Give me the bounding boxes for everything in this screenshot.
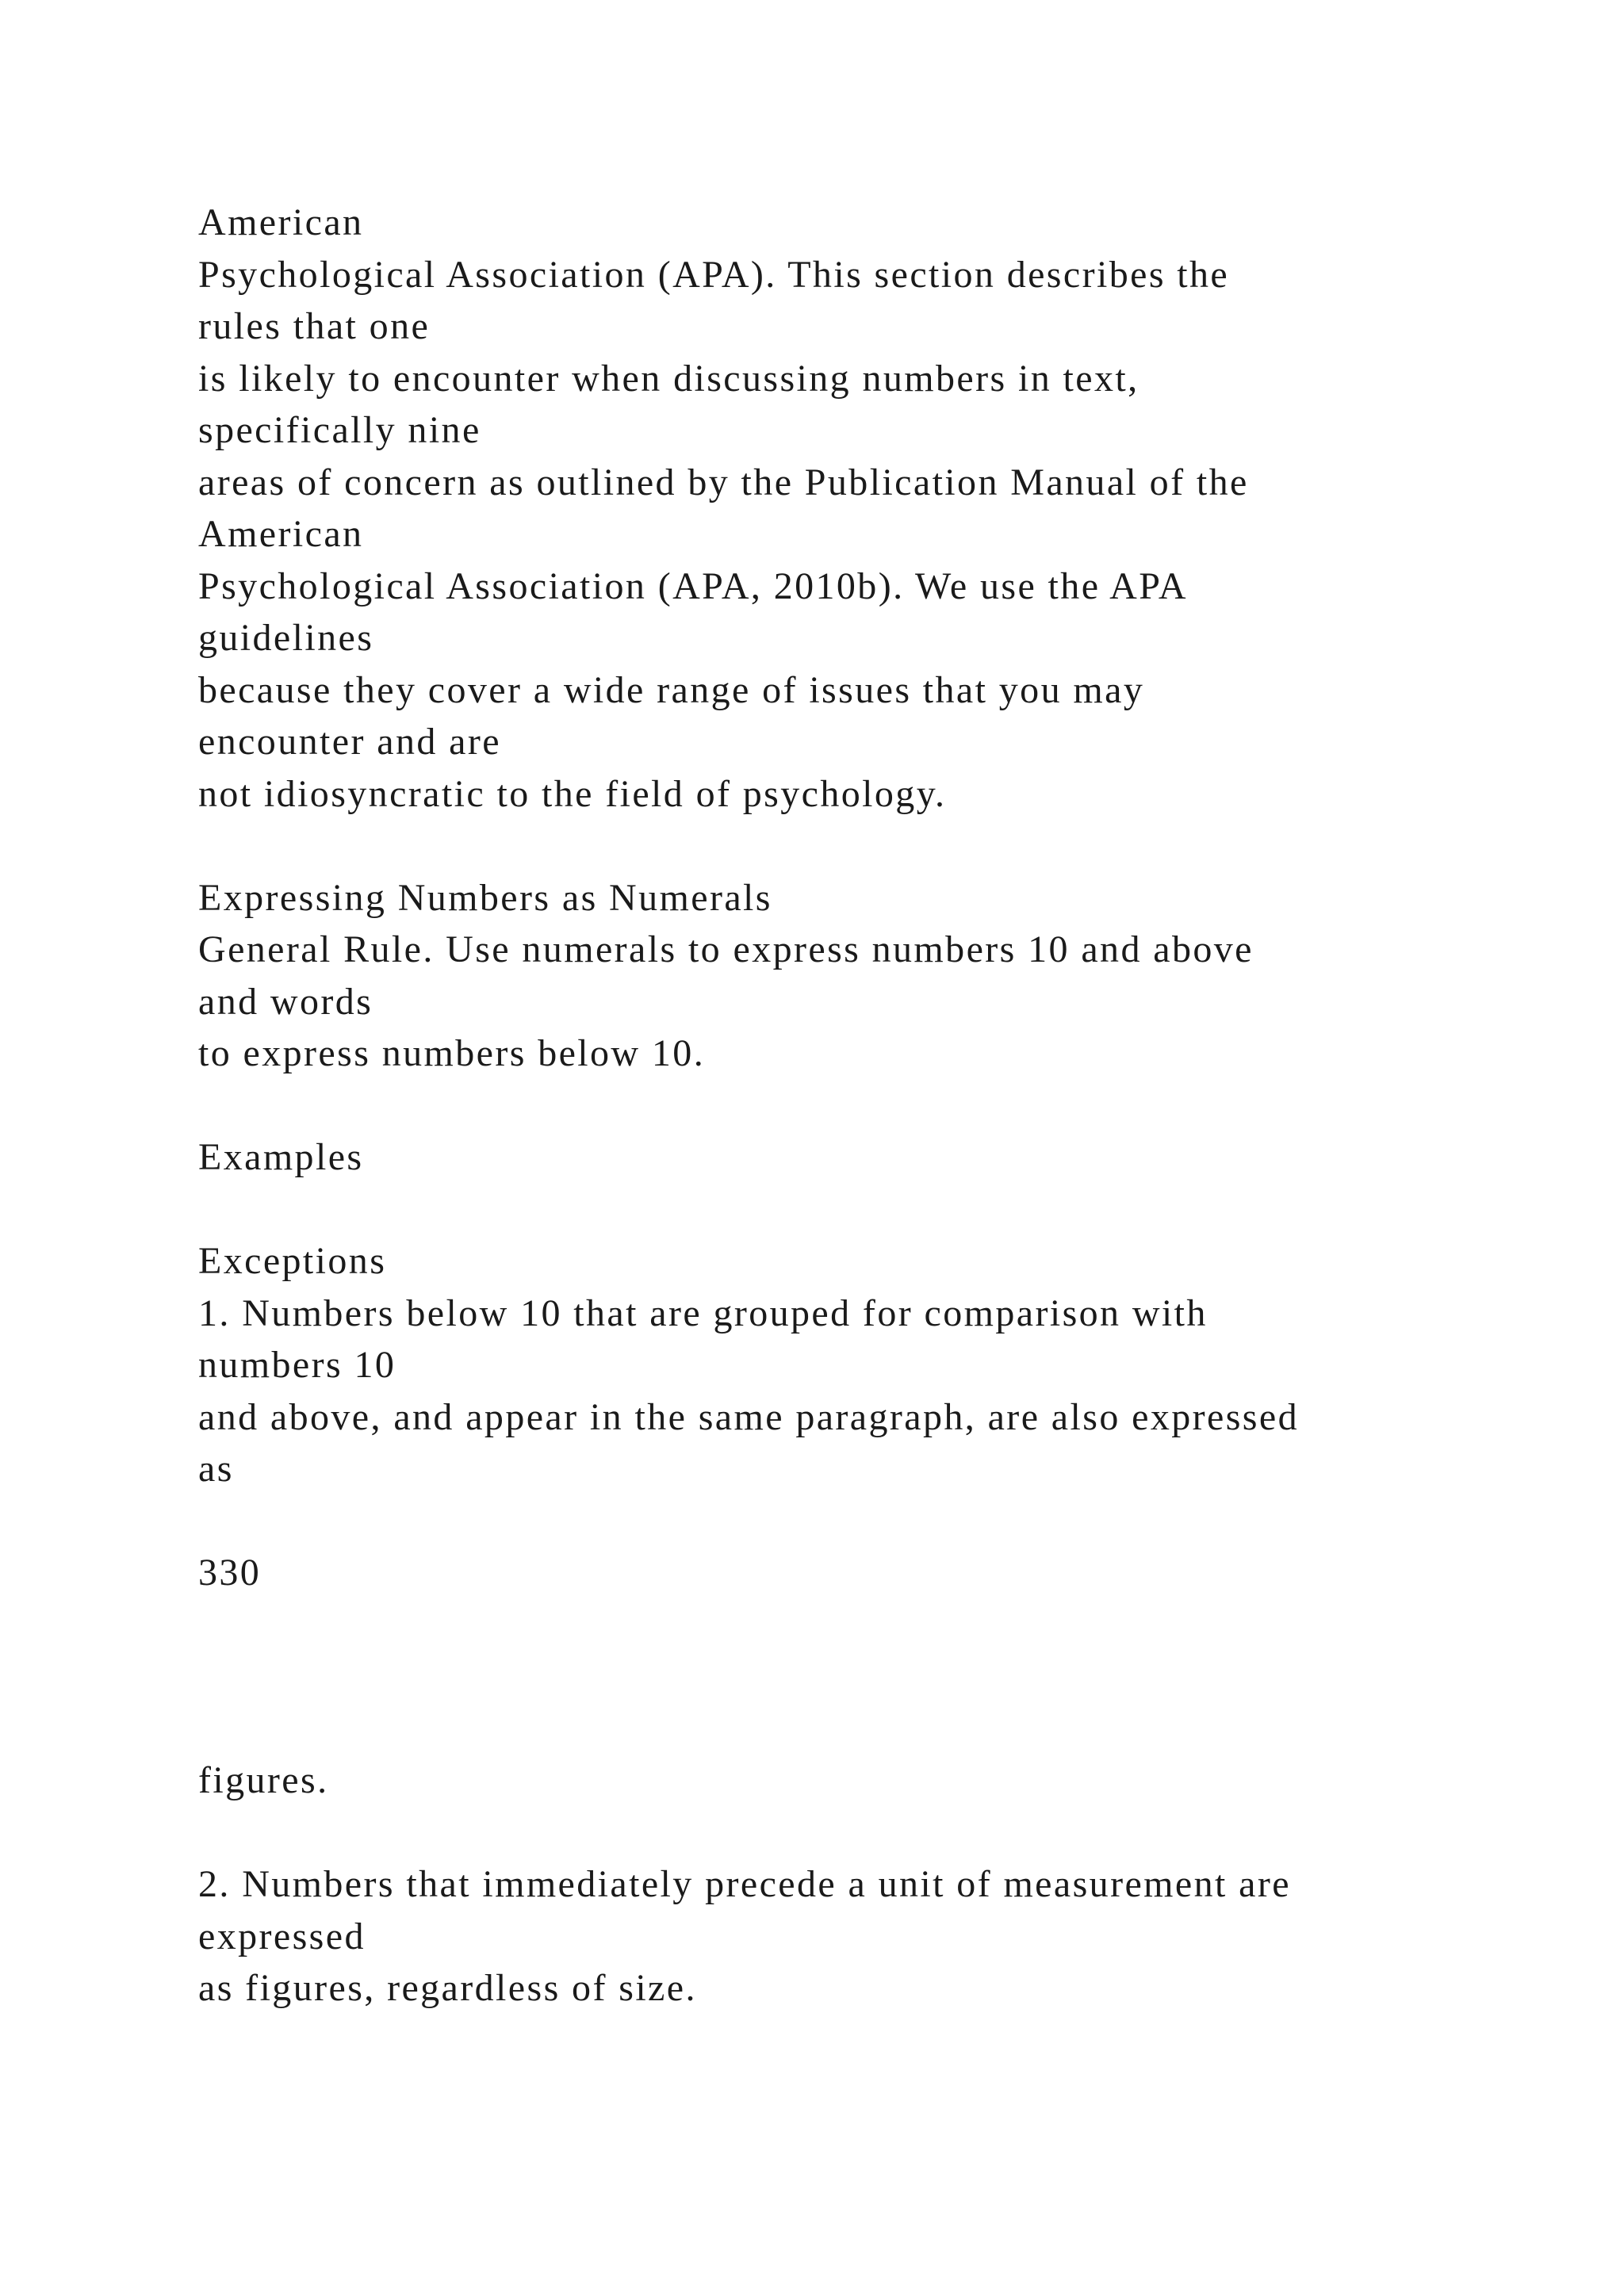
text-line: because they cover a wide range of issues that you may bbox=[198, 668, 1145, 711]
exceptions-heading: Exceptions bbox=[198, 1240, 387, 1282]
text-line: guidelines bbox=[198, 617, 374, 659]
text-line: numbers 10 bbox=[198, 1344, 396, 1386]
blank-line bbox=[198, 1495, 1546, 1548]
text-line: rules that one bbox=[198, 305, 431, 347]
blank-line bbox=[198, 820, 1546, 872]
blank-line bbox=[198, 1599, 1546, 1651]
text-line: as figures, regardless of size. bbox=[198, 1967, 697, 2009]
text-line: is likely to encounter when discussing numbers in text, bbox=[198, 357, 1139, 400]
page-number: 330 bbox=[198, 1552, 262, 1594]
text-line: 1. Numbers below 10 that are grouped for comparison with bbox=[198, 1292, 1208, 1334]
text-line: areas of concern as outlined by the Publication Manual of the bbox=[198, 461, 1249, 503]
text-line: American bbox=[198, 201, 364, 243]
text-line: and above, and appear in the same paragraph, are also expressed bbox=[198, 1395, 1299, 1438]
blank-line bbox=[198, 1184, 1546, 1236]
text-line: figures. bbox=[198, 1759, 329, 1801]
text-line: expressed bbox=[198, 1915, 366, 1957]
text-line: 2. Numbers that immediately precede a unit of measurement are bbox=[198, 1863, 1291, 1905]
blank-line bbox=[198, 1080, 1546, 1132]
text-line: specifically nine bbox=[198, 409, 481, 451]
text-line: to express numbers below 10. bbox=[198, 1032, 706, 1074]
text-line: General Rule. Use numerals to express numbers 10 and above bbox=[198, 928, 1254, 970]
blank-line bbox=[198, 1703, 1546, 1755]
text-line: encounter and are bbox=[198, 721, 501, 763]
text-line: not idiosyncratic to the field of psychology. bbox=[198, 772, 947, 815]
blank-line bbox=[198, 1651, 1546, 1703]
text-line: Psychological Association (APA). This section describes the bbox=[198, 253, 1230, 296]
text-line: as bbox=[198, 1448, 234, 1490]
blank-line bbox=[198, 1807, 1546, 1859]
text-line: Psychological Association (APA, 2010b). We use the APA bbox=[198, 564, 1188, 607]
document-body bbox=[198, 197, 1546, 2015]
text-line: and words bbox=[198, 980, 373, 1023]
text-line: American bbox=[198, 513, 364, 555]
examples-heading: Examples bbox=[198, 1136, 364, 1178]
section-heading: Expressing Numbers as Numerals bbox=[198, 876, 772, 919]
